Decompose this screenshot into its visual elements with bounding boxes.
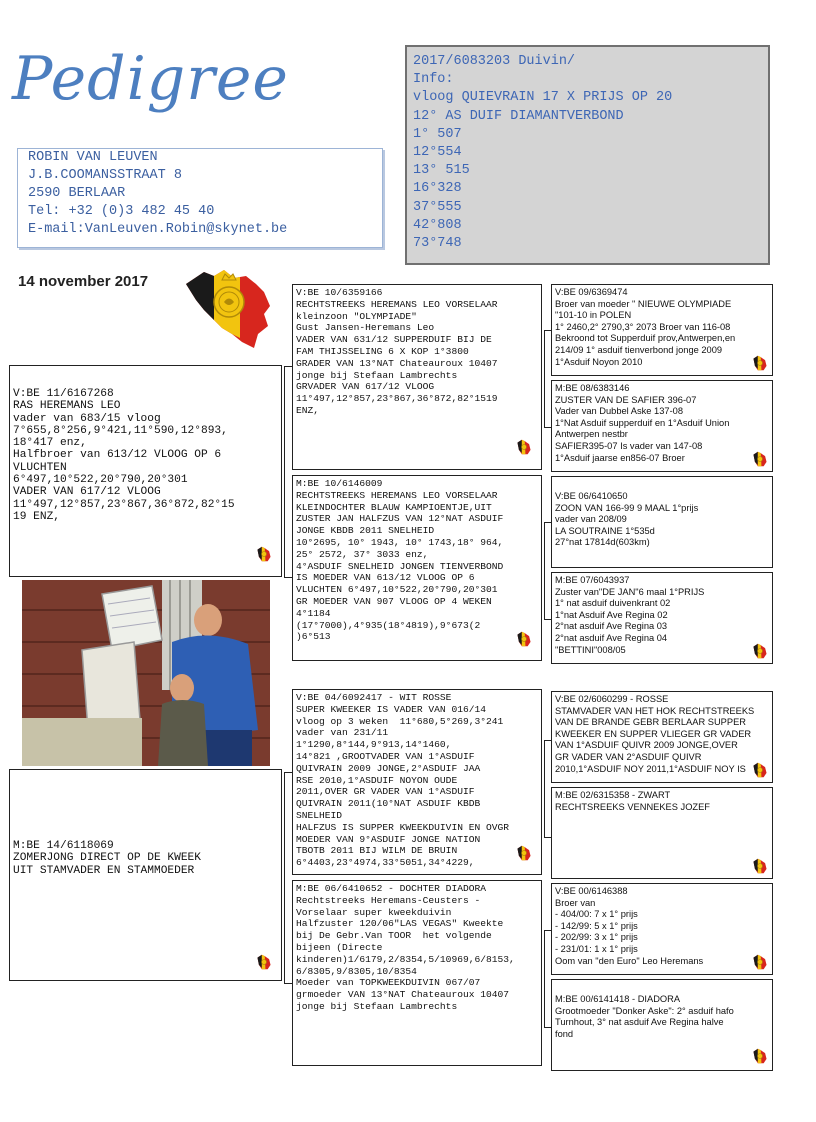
pigeon-ring: M:BE 10/6146009 <box>296 478 383 489</box>
pigeon-line: 1°nat Asduif Ave Regina 02 <box>555 609 668 620</box>
pigeon-line: Oom van "den Euro" Leo Heremans <box>555 955 704 966</box>
pigeon-line: JONGE KBDB 2011 SNELHEID <box>296 525 435 537</box>
pigeon-line: QUIVRAIN 2009 JONGE,2°ASDUIF JAA <box>296 762 481 774</box>
pigeon-line: jonge bij Stefaan Lambrechts <box>296 369 458 381</box>
pigeon-line: 6/8305,9/8305,10/8354 <box>296 965 417 977</box>
pigeon-line: - 202/99: 3 x 1° prijs <box>555 932 638 943</box>
pigeon-line: 11°497,12°857,23°867,36°872,82°1519 <box>296 393 498 405</box>
info-line: 1° 507 <box>413 126 462 142</box>
pigeon-line: 14°821 ,GROOTVADER VAN 1°ASDUIF <box>296 750 475 762</box>
pigeon-card-mfm <box>551 787 773 879</box>
pigeon-line: vader van 683/15 vloog <box>13 412 161 425</box>
pigeon-line: SAFIER395-07 Is vader van 147-08 <box>555 440 703 451</box>
pigeon-ring: M:BE 08/6383146 <box>555 383 630 393</box>
pigeon-line: 1°Asduif jaarse en856-07 Broer <box>555 452 685 463</box>
pigeon-card-mff <box>551 691 773 783</box>
pigeon-line: 25° 2572, 37° 3033 enz, <box>296 548 429 560</box>
pigeon-card-mother <box>9 769 282 981</box>
pigeon-line: "101-10 in POLEN <box>555 310 632 321</box>
pigeon-line: grmoeder VAN 13°NAT Chateauroux 10407 <box>296 989 510 1001</box>
pigeon-line: GRADER VAN 13°NAT Chateauroux 10407 <box>296 357 498 369</box>
pigeon-line: 27°nat 17814d(603km) <box>555 537 650 548</box>
page-title: Pedigree <box>12 44 289 114</box>
belgium-flag-icon <box>256 951 272 973</box>
pigeon-line: 19 ENZ, <box>13 510 60 523</box>
pigeon-line: VAN 1°ASDUIF QUIVR 2009 JONGE,OVER <box>555 740 738 751</box>
pigeon-line: 18°417 enz, <box>13 437 87 450</box>
pigeon-line: 4°1184 <box>296 607 331 619</box>
belgium-flag-icon <box>256 543 272 565</box>
belgium-flag-icon <box>752 1045 768 1067</box>
pigeon-line: ZUSTER JAN HALFZUS VAN 12°NAT ASDUIF <box>296 513 504 525</box>
pigeon-card-paternal-grandfather <box>292 284 542 470</box>
belgium-flag-icon <box>752 855 768 877</box>
pigeon-line: UIT STAMVADER EN STAMMOEDER <box>13 864 195 877</box>
pigeon-line: vader van 231/11 <box>296 727 389 739</box>
pigeon-line: Halfbroer van 613/12 VLOOG OP 6 <box>13 449 222 462</box>
owner-name: ROBIN VAN LEUVEN <box>28 150 158 165</box>
belgium-flag-icon <box>752 352 768 374</box>
pigeon-line: 6°497,10°522,20°790,20°301 <box>13 474 188 487</box>
pigeon-line: HALFZUS IS SUPPER KWEEKDUIVIN EN OVGR <box>296 821 510 833</box>
pigeon-info-box <box>405 45 770 265</box>
pigeon-card-ffm <box>551 380 773 472</box>
pigeon-line: jonge bij Stefaan Lambrechts <box>296 1000 458 1012</box>
pigeon-line: - 231/01: 1 x 1° prijs <box>555 943 638 954</box>
pigeon-line: vloog op 3 weken 11°680,5°269,3°241 <box>296 715 504 727</box>
pigeon-line: VADER VAN 617/12 VLOOG <box>13 486 161 499</box>
owner-phone: Tel: +32 (0)3 482 45 40 <box>28 204 215 219</box>
info-line: 42°808 <box>413 217 462 233</box>
info-line: 16°328 <box>413 181 462 197</box>
pigeon-line: - 404/00: 7 x 1° prijs <box>555 909 638 920</box>
pigeon-line: SUPER KWEEKER IS VADER VAN 016/14 <box>296 703 486 715</box>
pigeon-line: bij De Gebr.Van TOOR het volgende <box>296 930 492 942</box>
pigeon-line: GR MOEDER VAN 907 VLOOG OP 4 WEKEN <box>296 595 492 607</box>
pedigree-date: 14 november 2017 <box>18 273 149 290</box>
pigeon-line: Bekroond tot Supperduif prov,Antwerpen,en <box>555 333 736 344</box>
pigeon-ring: V:BE 00/6146388 <box>555 886 628 896</box>
pigeon-line: 214/09 1° asduif tienverbond jonge 2009 <box>555 344 723 355</box>
pigeon-ring: V:BE 09/6369474 <box>555 287 628 297</box>
belgium-map-logo <box>184 262 278 352</box>
pigeon-line: 1° nat asduif duivenkrant 02 <box>555 598 671 609</box>
pigeon-line: Halfzuster 120/06"LAS VEGAS" Kweekte <box>296 918 504 930</box>
belgium-flag-icon <box>752 951 768 973</box>
pigeon-line: kleinzoon "OLYMPIADE" <box>296 310 417 322</box>
pigeon-line: 2010,1°ASDUIF NOY 2011,1°ASDUIF NOY IS <box>555 763 746 774</box>
pigeon-line: ZOON VAN 166-99 9 MAAL 1°prijs <box>555 502 699 513</box>
pigeon-card-maternal-grandmother <box>292 880 542 1066</box>
pigeon-line: "BETTINI"008/05 <box>555 644 626 655</box>
pigeon-line: GRVADER VAN 617/12 VLOOG <box>296 381 435 393</box>
pigeon-card-father <box>9 365 282 577</box>
pigeon-line: 1°Asduif Noyon 2010 <box>555 356 643 367</box>
pigeon-line: 2011,OVER GR VADER VAN 1°ASDUIF <box>296 786 475 798</box>
pigeon-line: SNELHEID <box>296 809 343 821</box>
pigeon-card-fff <box>551 284 773 376</box>
pigeon-line: 11°497,12°857,23°867,36°872,82°15 <box>13 498 235 511</box>
connector-mother <box>284 772 292 984</box>
pigeon-line: Vorselaar super kweekduivin <box>296 906 452 918</box>
pigeon-card-paternal-grandmother <box>292 475 542 661</box>
pigeon-line: Gust Jansen-Heremans Leo <box>296 322 435 334</box>
pigeon-line: STAMVADER VAN HET HOK RECHTSTREEKS <box>555 705 755 716</box>
pigeon-ring: V:BE 11/6167268 <box>13 388 114 400</box>
owner-street: J.B.COOMANSSTRAAT 8 <box>28 168 182 183</box>
pigeon-line: MOEDER VAN 9°ASDUIF JONGE NATION <box>296 833 481 845</box>
info-line: vloog QUIEVRAIN 17 X PRIJS OP 20 <box>413 90 673 106</box>
info-line: Info: <box>413 72 454 88</box>
pigeon-line: RECHTSTREEKS HEREMANS LEO VORSELAAR <box>296 489 498 501</box>
info-line: 37°555 <box>413 199 462 215</box>
info-line: 12° AS DUIF DIAMANTVERBOND <box>413 108 624 124</box>
pigeon-ring: M:BE 06/6410652 - DOCHTER DIADORA <box>296 883 486 894</box>
pigeon-line: RECHTSREEKS VENNEKES JOZEF <box>555 801 710 812</box>
owner-email: E-mail:VanLeuven.Robin@skynet.be <box>28 222 288 237</box>
pigeon-line: FAM THIJSSELING 6 X KOP 1°3800 <box>296 345 469 357</box>
pigeon-ring: M:BE 00/6141418 - DIADORA <box>555 994 681 1004</box>
pigeon-card-fmm <box>551 572 773 664</box>
pigeon-line: 1°Nat Asduif supperduif en 1°Asduif Union <box>555 417 730 428</box>
pigeon-line: RSE 2010,1°ASDUIF NOYON OUDE <box>296 774 458 786</box>
pigeon-ring: M:BE 07/6043937 <box>555 575 630 585</box>
owner-city: 2590 BERLAAR <box>28 186 126 201</box>
pigeon-line: Vader van Dubbel Aske 137-08 <box>555 406 684 417</box>
pigeon-line: Broer van <box>555 897 596 908</box>
pigeon-ring: V:BE 04/6092417 - WIT ROSSE <box>296 692 452 703</box>
pigeon-line: KWEEKER EN SUPPER VLIEGER GR VADER <box>555 728 752 739</box>
belgium-flag-icon <box>752 448 768 470</box>
pigeon-line: vader van 208/09 <box>555 514 627 525</box>
pigeon-line: ENZ, <box>296 404 320 416</box>
pigeon-line: Rechtstreeks Heremans-Ceusters - <box>296 894 481 906</box>
pigeon-line: IS MOEDER VAN 613/12 VLOOG OP 6 <box>296 572 475 584</box>
pigeon-line: 2°nat asduif Ave Regina 04 <box>555 632 668 643</box>
pigeon-line: 7°655,8°256,9°421,11°590,12°893, <box>13 424 228 437</box>
info-line: 12°554 <box>413 145 462 161</box>
pigeon-card-maternal-grandfather <box>292 689 542 875</box>
pigeon-line: LA SOUTRAINE 1°535d <box>555 525 655 536</box>
pigeon-line: Broer van moeder " NIEUWE OLYMPIADE <box>555 298 732 309</box>
pigeon-card-mmm <box>551 979 773 1071</box>
pigeon-line: TBOTB 2011 BIJ WILM DE BRUIN <box>296 845 458 857</box>
pigeon-line: kinderen)1/6179,2/8354,5/10969,6/8153, <box>296 953 515 965</box>
pigeon-ring: V:BE 10/6359166 <box>296 287 383 298</box>
pigeon-line: Grootmoeder "Donker Aske": 2° asduif hafo <box>555 1005 734 1016</box>
pigeon-line: 6°4403,23°4974,33°5051,34°4229, <box>296 857 475 869</box>
pigeon-line: 1° 2460,2° 2790,3° 2073 Broer van 116-08 <box>555 321 731 332</box>
pigeon-line: 10°2695, 10° 1943, 10° 1743,18° 964, <box>296 536 504 548</box>
pigeon-line: (17°7000),4°935(18°4819),9°673(2 <box>296 619 481 631</box>
pigeon-line: RAS HEREMANS LEO <box>13 400 121 413</box>
pigeon-line: ZOMERJONG DIRECT OP DE KWEEK <box>13 852 201 865</box>
pigeon-line: Moeder van TOPKWEEKDUIVIN 067/07 <box>296 977 481 989</box>
pigeon-line: GR VADER VAN 2°ASDUIF QUIVR <box>555 751 702 762</box>
pigeon-card-fmf <box>551 476 773 568</box>
pigeon-line: VLUCHTEN 6°497,10°522,20°790,20°301 <box>296 584 498 596</box>
owner-address-box <box>17 148 383 248</box>
info-line: 2017/6083203 Duivin/ <box>413 54 576 69</box>
pigeon-card-mmf <box>551 883 773 975</box>
pigeon-line: KLEINDOCHTER BLAUW KAMPIOENTJE,UIT <box>296 501 492 513</box>
info-line: 13° 515 <box>413 163 470 179</box>
pigeon-line: VAN DE BRANDE GEBR BERLAAR SUPPER <box>555 717 746 728</box>
belgium-flag-icon <box>752 759 768 781</box>
pigeon-line: )6°513 <box>296 631 331 643</box>
belgium-flag-icon <box>516 842 532 864</box>
pigeon-ring: V:BE 02/6060299 - ROSSE <box>555 694 669 704</box>
pigeon-line: VLUCHTEN <box>13 461 67 474</box>
pigeon-line: ZUSTER VAN DE SAFIER 396-07 <box>555 394 697 405</box>
pigeon-line: 2°nat asduif Ave Regina 03 <box>555 621 668 632</box>
pigeon-ring: V:BE 06/6410650 <box>555 491 628 501</box>
pigeon-line: fond <box>555 1028 574 1039</box>
belgium-flag-icon <box>752 640 768 662</box>
belgium-flag-icon <box>516 436 532 458</box>
pigeon-line: Turnhout, 3° nat asduif Ave Regina halve <box>555 1017 724 1028</box>
pigeon-line: VADER VAN 631/12 SUPPERDUIF BIJ DE <box>296 334 492 346</box>
connector-father <box>284 366 292 578</box>
pigeon-line: 4°ASDUIF SNELHEID JONGEN TIENVERBOND <box>296 560 504 572</box>
pigeon-line: Zuster van"DE JAN"6 maal 1°PRIJS <box>555 586 705 597</box>
pigeon-line: QUIVRAIN 2011(10°NAT ASDUIF KBDB <box>296 798 481 810</box>
pigeon-line: Antwerpen nestbr <box>555 429 628 440</box>
pigeon-line: RECHTSTREEKS HEREMANS LEO VORSELAAR <box>296 298 498 310</box>
pigeon-line: 1°1290,8°144,9°913,14°1460, <box>296 739 452 751</box>
pigeon-line: - 142/99: 5 x 1° prijs <box>555 920 638 931</box>
belgium-flag-icon <box>516 628 532 650</box>
info-line: 73°748 <box>413 236 462 252</box>
loft-photo <box>22 580 270 766</box>
pigeon-ring: M:BE 14/6118069 <box>13 840 114 852</box>
pigeon-line: bijeen (Directe <box>296 941 383 953</box>
pigeon-ring: M:BE 02/6315358 - ZWART <box>555 790 671 800</box>
